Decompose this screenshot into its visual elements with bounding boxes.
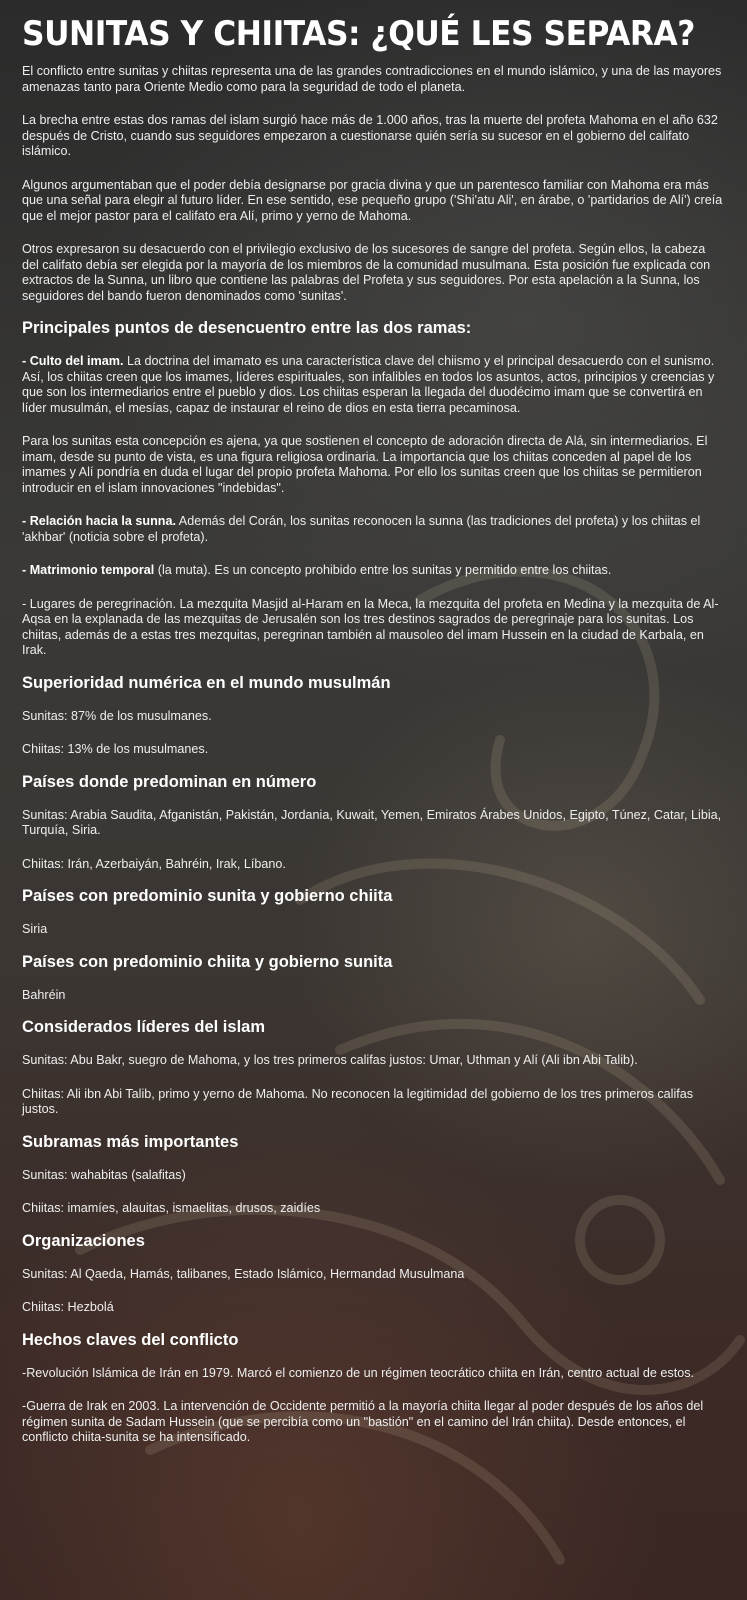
point-culto-continued: Para los sunitas esta concepción es ajena, ya que sostienen el concepto de adoración directa de Alá, sin intermediarios. El imam, desde su punto de vista, es una figura religiosa ordinaria. La importancia que los chiitas conceden al papel de los imames y Alí pondría en duda el lugar del propio profeta Mahoma. Por ello los sunitas creen que los chiitas se permitieron introducir en el islam innovaciones "indebidas". [22,434,708,495]
organizaciones-sunitas: Sunitas: Al Qaeda, Hamás, talibanes, Estado Islámico, Hermandad Musulmana [22,1266,465,1281]
predominio-chiita-value: Bahréin [22,987,66,1002]
section-heading-lideres: Considerados líderes del islam [22,1018,266,1036]
section-heading-predominio-chiita: Países con predominio chiita y gobierno sunita [22,952,393,971]
section-heading-predominio-sunita: Países con predominio sunita y gobierno chiita [22,887,393,905]
section-heading-hechos: Hechos claves del conflicto [22,1330,239,1349]
intro-paragraph-3: Algunos argumentaban que el poder debía designarse por gracia divina y que un parentesco familiar con Mahoma era más que una señal para elegir al futuro líder. En ese sentido, ese pequeño grupo ('Shi'atu Ali', en árabe, o 'partidarios de Alí') creía que el mejor pastor para el califato era Alí, primo y yerno de Mahoma. [22,177,723,223]
point-culto-text: La doctrina del imamato es una característica clave del chiismo y el principal desacuerdo con el sunismo. Así, los chiitas creen que los imames, líderes espirituales, son infalibles en todos los asuntos, actos, principios y creencias y que son los intermediarios entre el pueblo y dios. Los chiitas esperan la llegada del duodécimo imam que se convertirá en líder musulmán, el mesías, capaz de instaurar el reino de dios en esta tierra pecaminosa. [22,354,715,415]
point-matrimonio-text: (la muta). Es un concepto prohibido entre los sunitas y permitido entre los chiitas. [154,563,612,577]
superioridad-sunitas: Sunitas: 87% de los musulmanes. [22,708,212,723]
point-sunna [22,514,725,545]
section-heading-points: Principales puntos de desencuentro entre las dos ramas: [22,319,472,337]
organizaciones-chiitas: Chiitas: Hezbolá [22,1300,114,1314]
hecho-revolucion: -Revolución Islámica de Irán en 1979. Marcó el comienzo de un régimen teocrático chiita en Irán, centro actual de estos. [22,1365,695,1380]
hecho-guerra-irak: -Guerra de Irak en 2003. La intervención de Occidente permitió a la mayoría chiita llegar al poder después de los años del régimen sunita de Sadam Hussein (que se percibía como un "bastión" en el camino del Irán chiita). Desde entonces, el conflicto chiita-sunita se ha intensificado. [22,1399,704,1444]
lideres-chiitas: Chiitas: Ali ibn Abi Talib, primo y yerno de Mahoma. No reconocen la legitimidad del gobierno de los tres primeros califas justos. [22,1086,694,1116]
intro-paragraph-1: El conflicto entre sunitas y chiitas representa una de las grandes contradicciones en el mundo islámico, y una de las mayores amenazas tanto para Oriente Medio como para la seguridad de todo el planeta. [22,64,722,94]
point-sunna-label: - Relación hacia la sunna. [22,514,176,528]
point-culto [22,354,725,416]
superioridad-chiitas: Chiitas: 13% de los musulmanes. [22,742,209,756]
point-matrimonio [22,563,725,579]
point-sunna-text: Además del Corán, los sunitas reconocen la sunna (las tradiciones del profeta) y los chiitas el 'akhbar' (noticia sobre el profeta). [22,514,701,544]
predominio-sunita-value: Siria [22,922,48,936]
intro-paragraph-4: Otros expresaron su desacuerdo con el privilegio exclusivo de los sucesores de sangre del profeta. Según ellos, la cabeza del califato debía ser elegida por la mayoría de los miembros de la comunidad musulmana. Esta posición fue explicada con extractos de la Sunna, un libro que contiene las palabras del Profeta y sus seguidores. Por esta apelación a la Sunna, los seguidores del bando fueron denominados como 'sunitas'. [22,242,711,303]
intro-paragraph-2: La brecha entre estas dos ramas del islam surgió hace más de 1.000 años, tras la muerte del profeta Mahoma en el año 632 después de Cristo, cuando sus seguidores empezaron a cuestionarse quién sería su sucesor en el gobierno del califato islámico. [22,113,718,158]
section-heading-superioridad: Superioridad numérica en el mundo musulmán [22,673,391,692]
section-heading-subramas: Subramas más importantes [22,1132,239,1151]
subramas-chiitas: Chiitas: imamíes, alauitas, ismaelitas, drusos, zaidíes [22,1201,321,1215]
section-heading-paises: Países donde predominan en número [22,772,317,791]
section-heading-organizaciones: Organizaciones [22,1231,145,1250]
paises-chiitas: Chiitas: Irán, Azerbaiyán, Bahréin, Irak, Líbano. [22,856,286,871]
point-culto-label: - Culto del imam. [22,354,124,368]
paises-sunitas: Sunitas: Arabia Saudita, Afganistán, Pakistán, Jordania, Kuwait, Yemen, Emiratos Árabes Unidos, Egipto, Túnez, Catar, Libia, Turquía, Siria. [22,807,722,837]
point-lugares: - Lugares de peregrinación. La mezquita Masjid al-Haram en la Meca, la mezquita del profeta en Medina y la mezquita de Al-Aqsa en la explanada de las mezquitas de Jerusalén son los tres destinos sagrados de peregrinaje para los sunitas. Los chiitas, además de a estas tres mezquitas, peregrinan también al mausoleo del imam Hussein en la ciudad de Karbala, en Irak. [22,596,719,657]
lideres-sunitas: Sunitas: Abu Bakr, suegro de Mahoma, y los tres primeros califas justos: Umar, Uthman y Alí (Ali ibn Abi Talib). [22,1053,638,1067]
subramas-sunitas: Sunitas: wahabitas (salafitas) [22,1167,186,1182]
point-matrimonio-label: - Matrimonio temporal [22,563,155,577]
page-title: SUNITAS Y CHIITAS: ¿QUÉ LES SEPARA? [22,14,695,54]
